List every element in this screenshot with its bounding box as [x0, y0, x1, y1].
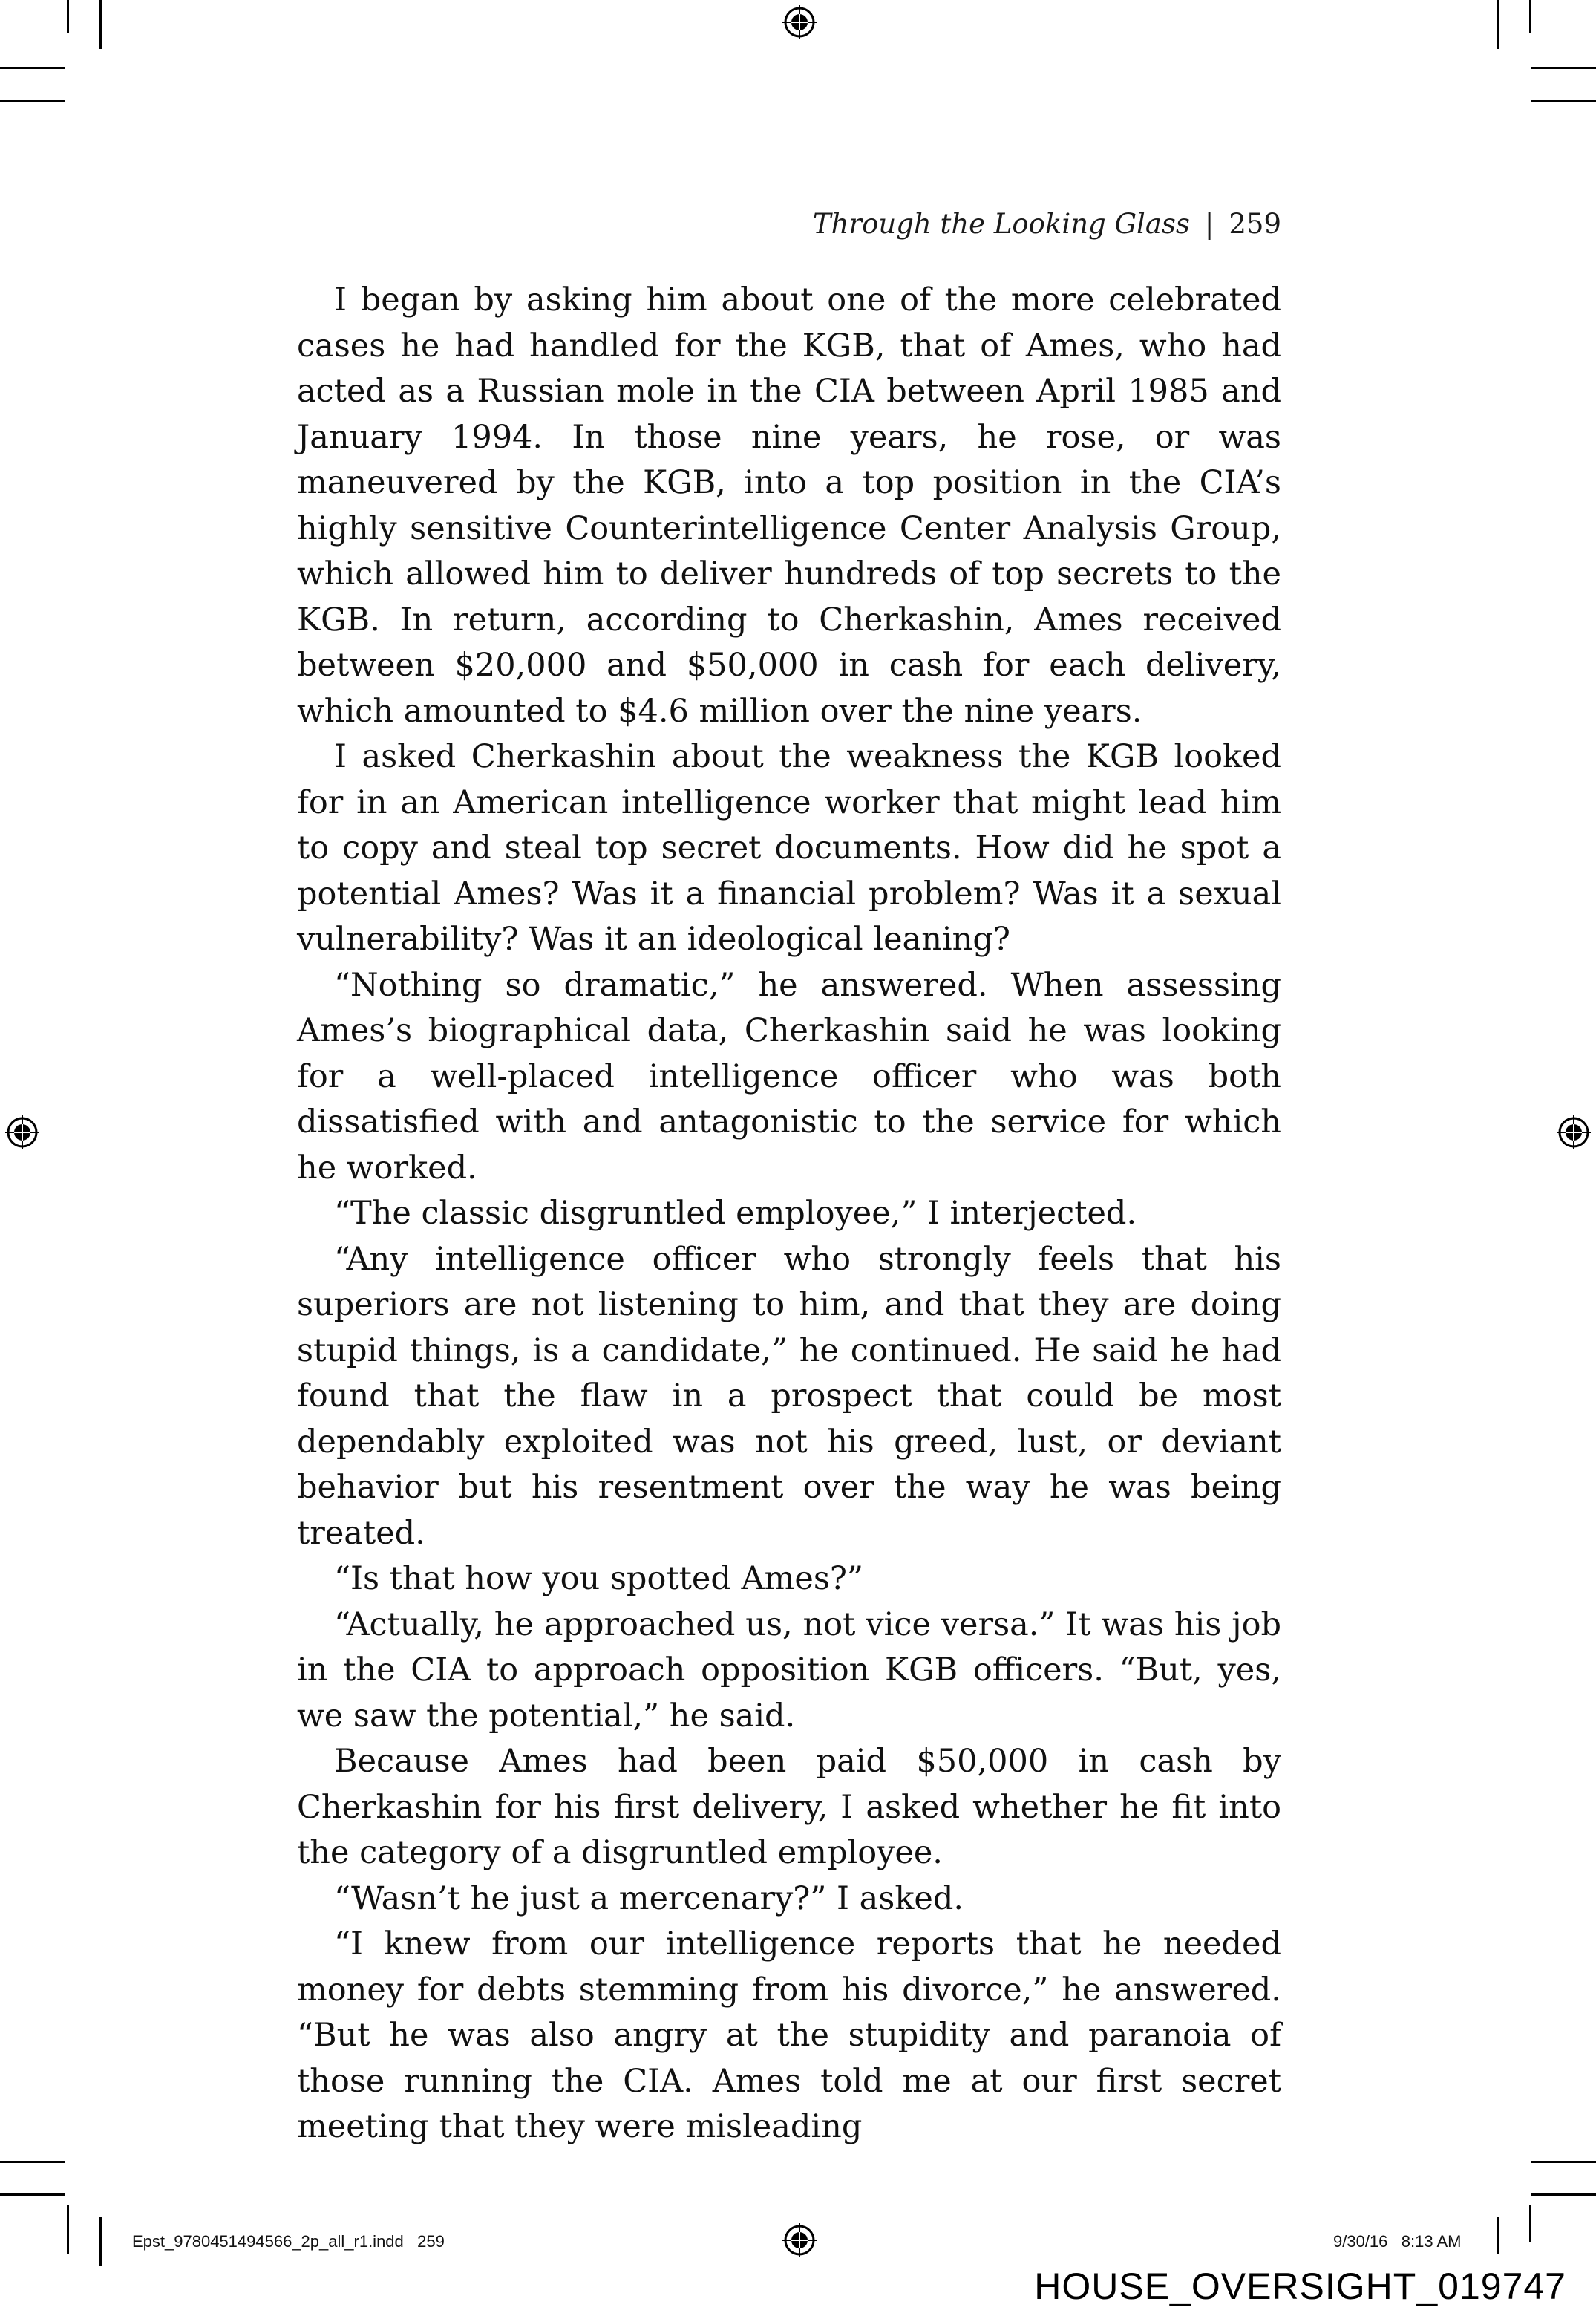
- crop-mark: [1497, 2217, 1499, 2254]
- crop-mark: [1529, 0, 1531, 33]
- paragraph: I asked Cherkashin about the weakness the KGB looked for in an American intelligence worker that might lead him to copy and steal top secret documents. How did he spot a potential Ames? Was it a financial problem? Was it a sexual vulnerability? Was it an ideological leaning?: [297, 738, 1281, 958]
- crop-mark: [0, 2161, 65, 2163]
- paragraph: I began by asking him about one of the more celebrated cases he had handled for the KGB, that of Ames, who had acted as a Russian mole in the CIA between April 1985 and January 1994. In those nine years, he rose, or was maneuvered by the KGB, into a top position in the CIA’s highly sensitive Counterintelligence Center Analysis Group, which allowed him to deliver hundreds of top secrets to the KGB. In return, according to Cherkashin, Ames received between $20,000 and $50,000 in cash for each delivery, which amounted to $4.6 million over the nine years.: [297, 281, 1281, 730]
- crop-mark: [1531, 2193, 1596, 2196]
- running-head: [297, 208, 1281, 240]
- registration-mark-icon: [782, 5, 817, 39]
- page-number: 259: [1229, 208, 1281, 240]
- paragraph: Because Ames had been paid $50,000 in cash by Cherkashin for his first delivery, I asked whether he fit into the category of a disgruntled employee.: [297, 1743, 1281, 1871]
- date-time-stamp: 9/30/16 8:13 AM: [1333, 2232, 1462, 2251]
- paragraph: “Nothing so dramatic,” he answered. When assessing Ames’s biographical data, Cherkashin said he was looking for a well-placed intelligence officer who was both dissatisfied with and antagonistic to the service for which he worked.: [297, 966, 1281, 1187]
- crop-mark: [0, 67, 65, 69]
- paragraph: “Wasn’t he just a mercenary?” I asked.: [334, 1879, 964, 1917]
- crop-mark: [1529, 2205, 1531, 2242]
- running-head-separator: |: [1204, 208, 1214, 240]
- crop-mark: [99, 0, 102, 49]
- crop-mark: [0, 2193, 65, 2196]
- running-head-title: Through the Looking Glass: [812, 208, 1190, 240]
- file-slug: Epst_9780451494566_2p_all_r1.indd 259: [132, 2232, 445, 2251]
- crop-mark: [1497, 0, 1499, 49]
- crop-mark: [1531, 67, 1596, 69]
- paragraph: “I knew from our intelligence reports that he needed money for debts stemming from his divorce,” he answered. “But he was also angry at the stupidity and paranoia of those running the CIA. Ames told me at our first secret meeting that they were misleading: [297, 1925, 1281, 2145]
- registration-mark-icon: [5, 1115, 39, 1149]
- crop-mark: [1531, 2161, 1596, 2163]
- paragraph: “The classic disgruntled employee,” I interjected.: [334, 1195, 1137, 1232]
- crop-mark: [1531, 100, 1596, 102]
- paragraph: “Actually, he approached us, not vice versa.” It was his job in the CIA to approach opposition KGB officers. “But, yes, we saw the potential,” he said.: [297, 1605, 1281, 1735]
- registration-mark-icon: [1557, 1115, 1591, 1149]
- crop-mark: [0, 100, 65, 102]
- body-text: [297, 278, 1281, 2150]
- crop-mark: [67, 2205, 69, 2254]
- paragraph: “Is that how you spotted Ames?”: [334, 1560, 863, 1597]
- registration-mark-icon: [782, 2223, 817, 2257]
- bates-number: HOUSE_OVERSIGHT_019747: [1034, 2266, 1566, 2307]
- crop-mark: [67, 0, 69, 33]
- paragraph: “Any intelligence officer who strongly feels that his superiors are not listening to him, and that they are doing stupid things, is a candidate,” he continued. He said he had found that the flaw in a prospect that could be most dependably exploited was not his greed, lust, or deviant behavior but his resentment over the way he was being treated.: [297, 1240, 1281, 1552]
- crop-mark: [99, 2217, 102, 2266]
